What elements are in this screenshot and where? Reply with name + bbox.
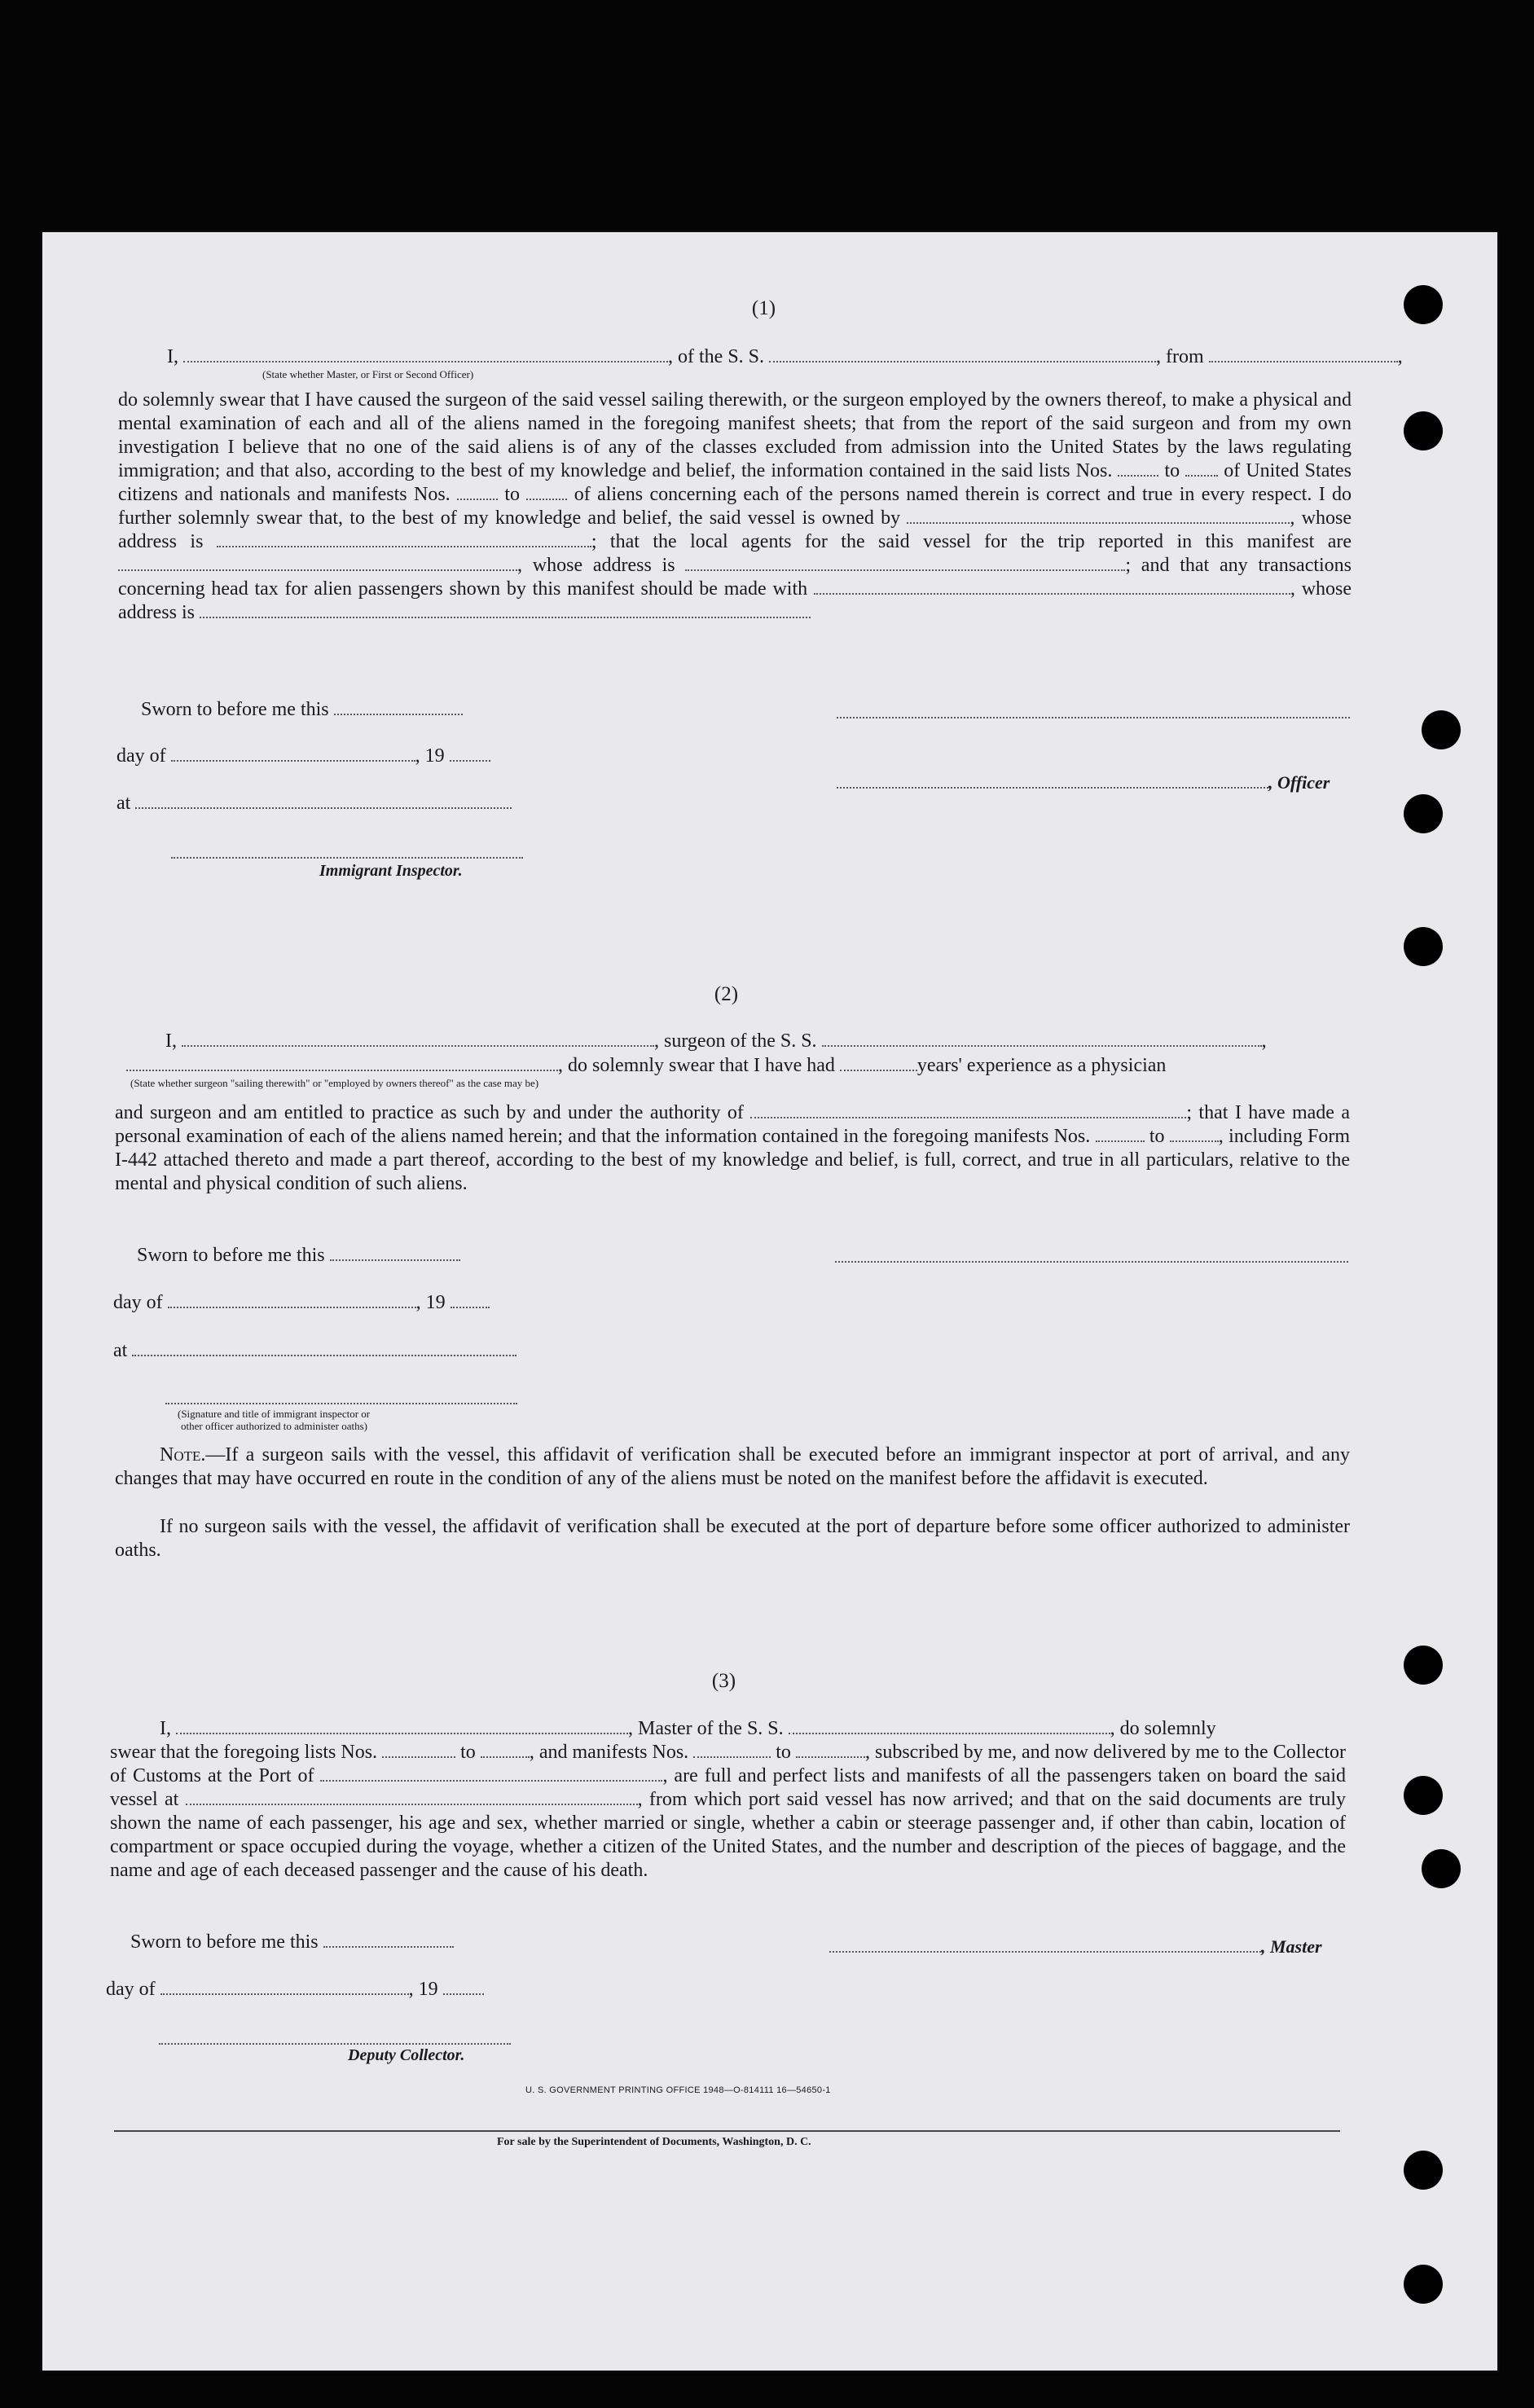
day-field-2[interactable] (168, 1292, 416, 1308)
body-text: whose address is (532, 555, 675, 576)
officer-caption: (State whether Master, or First or Second Officer) (262, 368, 474, 380)
body-text: to (504, 484, 521, 505)
punch-hole (1404, 927, 1443, 966)
label-sworn: Sworn to before me this (130, 1931, 319, 1953)
note-paragraph (115, 1443, 1350, 1491)
manifests-to-field[interactable] (526, 486, 567, 500)
label-of-ss: , of the S. S. (668, 346, 765, 367)
label-master-of: , Master of the S. S. (628, 1718, 784, 1739)
officer-title-field[interactable] (837, 772, 1268, 789)
embarkation-port-field[interactable] (186, 1791, 638, 1805)
port-field[interactable] (320, 1767, 662, 1782)
punch-hole (1422, 710, 1461, 749)
master-manifests-to-field[interactable] (796, 1743, 865, 1758)
label-day-of: day of (113, 1292, 163, 1313)
body-text: , do solemnly (1110, 1718, 1216, 1739)
label-at: at (116, 793, 131, 814)
inspector-signature-line[interactable] (171, 857, 523, 859)
officer-signature-line[interactable] (837, 717, 1350, 718)
surgeon-name-field[interactable] (182, 1030, 654, 1047)
master-lists-from-field[interactable] (382, 1743, 455, 1758)
vessel-name-field-2[interactable] (822, 1030, 1262, 1047)
body-text: do solemnly swear that I have caused the surgeon of the said vessel sailing therewith, or the surgeon employed by the owners thereof, to make a physical and mental examination of each and all of the aliens named in the foregoing manifest sheets; that from the report of the said surgeon and from my own investigation I believe that no one of the said aliens is of any of the classes excluded from admission into the United States by the laws regulating immigration; and that also, according to the best of my knowledge and belief, the information contained in the said lists Nos. (118, 389, 1352, 481)
punch-hole (1404, 1776, 1443, 1815)
punch-hole (1404, 794, 1443, 833)
day-line-3 (106, 1978, 484, 2002)
owner-field[interactable] (907, 509, 1290, 524)
punch-hole (1404, 411, 1443, 450)
punct: , (1261, 1030, 1267, 1052)
local-agents-field[interactable] (118, 556, 517, 571)
body-text: that I have made a personal examination of each of the aliens named herein; and that the information contained in the foregoing manifests Nos. (115, 1102, 1350, 1147)
section-1-body: do solemnly swear that I have caused the surgeon of the said vessel sailing therewith, or the surgeon employed by the owners thereof, to make a physical and mental examination of each and all of the aliens named in the foregoing manifest sheets; that from the report of the said surgeon and from my own investigation I believe that no one of the said aliens is of any of the classes excluded from admission into the United States by the laws regulating immigration; and that also, according to the best of my knowledge and belief, the information contained in the said lists Nos. to of United States citizens and nationals and manifests Nos. to of aliens concerning each of the persons named therein is correct and true in every respect. I do further solemnly swear that, to the best of my knowledge and belief, the said vessel is owned by , whose address is ; that the local agents for the said vessel for the trip reported in this manifest are , whose address is ; and that any transactions concerning head tax for alien passengers shown by this manifest should be made with , whose address is (118, 389, 1352, 623)
label-sworn: Sworn to before me this (137, 1245, 325, 1266)
year-field-2[interactable] (451, 1292, 490, 1308)
immigrant-inspector-label: Immigrant Inspector. (319, 862, 463, 880)
sworn-date-field-3[interactable] (323, 1931, 454, 1948)
year-field[interactable] (450, 745, 490, 762)
footer-rule (114, 2130, 1340, 2132)
section-1-number: (1) (751, 297, 776, 319)
punch-hole (1404, 2151, 1443, 2190)
year-field-3[interactable] (443, 1979, 484, 1995)
label-at: at (113, 1340, 128, 1361)
body-text: to (776, 1742, 791, 1763)
body-text: of aliens concerning each of the persons named therein is correct and true in every respect. I do further solemnly swear that, to the best of my knowledge and belief, the said vessel is owned by (118, 484, 1352, 529)
for-sale-line: For sale by the Superintendent of Documents, Washington, D. C. (497, 2136, 811, 2148)
departure-port-field[interactable] (1209, 346, 1398, 363)
punch-hole (1422, 1849, 1461, 1888)
surgeon-manifests-from-field[interactable] (1096, 1127, 1145, 1142)
section-3-body (110, 1741, 1346, 1883)
body-text: , including Form I-442 attached thereto and made a part thereof, according to the best of my knowledge and belief, is full, correct, and true in all particulars, relative to the mental and physical condition of such aliens. (115, 1126, 1351, 1194)
body-text: years' experience as a physician (916, 1055, 1167, 1076)
head-tax-address-field[interactable] (200, 604, 811, 618)
label-surgeon-of: , surgeon of the S. S. (654, 1030, 817, 1052)
administering-officer-line[interactable] (165, 1403, 517, 1404)
body-text: swear that the foregoing lists Nos. (110, 1742, 378, 1763)
punch-hole (1404, 2265, 1443, 2304)
vessel-name-field[interactable] (769, 346, 1156, 363)
sworn-line-1 (141, 698, 463, 722)
note-text-2: If no surgeon sails with the vessel, the affidavit of verification shall be executed at the port of departure before some officer authorized to administer oaths. (115, 1516, 1350, 1561)
sworn-date-field[interactable] (334, 699, 463, 715)
deputy-collector-label: Deputy Collector. (348, 2046, 465, 2064)
lists-to-field[interactable] (1185, 462, 1218, 477)
agents-address-field[interactable] (685, 556, 1125, 571)
label-year: , 19 (408, 1979, 438, 2000)
body-text: , subscribed by me, and now delivered by me to the Collector of Customs at the Port of (110, 1742, 1347, 1786)
body-text: , from which port said vessel has now arrived; and that on the said documents are truly shown the name of each passenger, his age and sex, whether married or single, whether a cabin or steerage passenger and, if other than cabin, location of compartment or space occupied during the voyage, whether a citizen of the United States, and the number and description of the pieces of baggage, and the name and age of each deceased passenger and the cause of his death. (110, 1789, 1347, 1881)
label-day-of: day of (116, 745, 166, 767)
note-paragraph-2 (115, 1515, 1350, 1562)
body-text: ; that the local agents for the said vessel for the trip reported in this manifest are (591, 531, 1352, 552)
section-2-second-line (126, 1054, 1166, 1078)
body-text: of United States citizens and nationals and manifests Nos. (118, 460, 1352, 505)
label-i: I, (167, 346, 178, 367)
section-3-first-line (160, 1717, 1216, 1741)
master-name-field-3[interactable] (176, 1718, 628, 1734)
section-2-body (115, 1101, 1350, 1196)
surgeon-manifests-to-field[interactable] (1170, 1127, 1219, 1142)
body-text: , do solemnly swear that I have had (558, 1055, 835, 1076)
signature-caption-1: (Signature and title of immigrant inspector or (178, 1408, 371, 1420)
master-signature-field[interactable] (829, 1936, 1261, 1953)
body-text: , whose address is (118, 508, 1352, 552)
section-3-number: (3) (711, 1670, 736, 1692)
master-manifests-from-field[interactable] (693, 1743, 771, 1758)
head-tax-contact-field[interactable] (814, 580, 1290, 595)
surgeon-caption: (State whether surgeon "sailing therewith" or "employed by owners thereof" as the case may be) (130, 1077, 539, 1089)
day-field-3[interactable] (160, 1979, 409, 1995)
master-name-field[interactable] (183, 346, 668, 363)
surgeon-status-field[interactable] (126, 1055, 558, 1071)
sworn-date-field-2[interactable] (330, 1245, 460, 1261)
label-master: , Master (1261, 1936, 1322, 1957)
at-place-field[interactable] (135, 793, 512, 809)
label-i: I, (165, 1030, 177, 1052)
sworn-line-2 (137, 1244, 460, 1268)
body-text: , and manifests Nos. (529, 1742, 689, 1763)
body-text: to (1164, 460, 1180, 481)
body-text: to (460, 1742, 476, 1763)
label-sworn: Sworn to before me this (141, 699, 329, 720)
master-signature-line (829, 1935, 1322, 1959)
printing-office-line: U. S. GOVERNMENT PRINTING OFFICE 1948—O-814111 16—54650-1 (525, 2085, 831, 2095)
note-label: Note. (160, 1444, 206, 1465)
label-year: , 19 (415, 1292, 446, 1313)
label-from: , from (1156, 346, 1204, 367)
vessel-name-field-3[interactable] (789, 1718, 1110, 1734)
body-text: to (1149, 1126, 1165, 1147)
day-field[interactable] (171, 745, 415, 762)
label-i: I, (160, 1718, 171, 1739)
surgeon-signature-line[interactable] (835, 1261, 1348, 1263)
label-officer: , Officer (1268, 772, 1330, 793)
label-year: , 19 (415, 745, 445, 767)
body-text: , whose address is (118, 578, 1352, 623)
lists-from-field[interactable] (1118, 462, 1158, 477)
manifests-from-field[interactable] (457, 486, 498, 500)
section-2-number: (2) (714, 983, 739, 1005)
signature-caption-2: other officer authorized to administer oaths) (181, 1420, 367, 1432)
owner-address-field[interactable] (217, 533, 591, 547)
authority-field[interactable] (750, 1104, 1186, 1118)
body-text: and surgeon and am entitled to practice as such by and under the authority of (115, 1102, 744, 1123)
officer-line (837, 771, 1330, 795)
punct: ; (1186, 1102, 1192, 1123)
body-text: , are full and perfect lists and manifests of all the passengers taken on board the said vessel at (110, 1765, 1347, 1810)
master-lists-to-field[interactable] (481, 1743, 530, 1758)
at-place-field-2[interactable] (132, 1340, 516, 1356)
day-line-1 (116, 745, 490, 768)
punct: , (1397, 346, 1403, 367)
day-line-2 (113, 1291, 490, 1315)
label-day-of: day of (106, 1979, 156, 2000)
note-text: —If a surgeon sails with the vessel, this affidavit of verification shall be executed before an immigrant inspector at port of arrival, and any changes that may have occurred en route in the condition of any of the aliens must be noted on the manifest before the affidavit is executed. (115, 1444, 1350, 1489)
body-text: ; and that any transactions concerning head tax for alien passengers shown by this manifest should be made with (118, 555, 1352, 600)
years-field[interactable] (840, 1055, 917, 1071)
at-line-2 (113, 1339, 516, 1363)
section-2-first-line (165, 1030, 1267, 1053)
sworn-line-3 (130, 1931, 454, 1954)
section-1-first-line (167, 345, 1403, 369)
at-line-1 (116, 792, 512, 815)
deputy-collector-signature-line[interactable] (159, 2043, 511, 2045)
